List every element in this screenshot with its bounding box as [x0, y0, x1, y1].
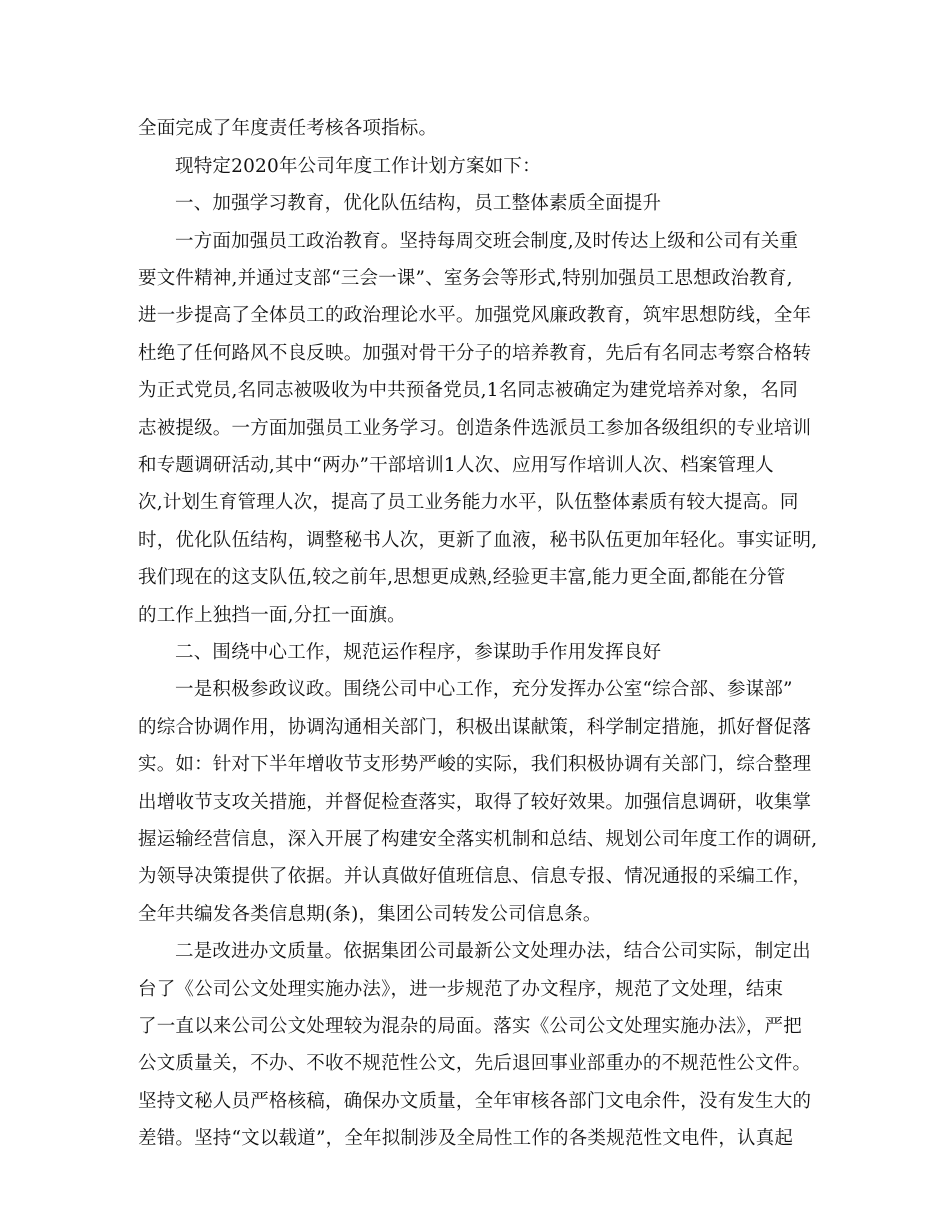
paragraph-line: 台了《公司公文处理实施办法》，进一步规范了办文程序，规范了文处理，结束 — [138, 979, 784, 1000]
paragraph-line: 现特定2020年公司年度工作计划方案如下： — [175, 156, 541, 177]
paragraph-line: 差错。坚持“文以载道”，全年拟制涉及全局性工作的各类规范性文电件，认真起 — [138, 1128, 794, 1149]
section-heading: 二、围绕中心工作，规范运作程序，参谋助手作用发挥良好 — [175, 642, 662, 663]
paragraph-line: 的工作上独挡一面,分扛一面旗。 — [138, 605, 406, 626]
paragraph-line: 坚持文秘人员严格核稿，确保办文质量，全年审核各部门文电余件，没有发生大的 — [138, 1091, 812, 1112]
paragraph-line: 的综合协调作用，协调沟通相关部门，积极出谋献策，科学制定措施，抓好督促落 — [138, 717, 812, 738]
paragraph-line: 一方面加强员工政治教育。坚持每周交班会制度,及时传达上级和公司有关重 — [175, 231, 799, 252]
paragraph-line: 握运输经营信息，深入开展了构建安全落实机制和总结、规划公司年度工作的调研, — [138, 829, 818, 850]
paragraph-line: 全年共编发各类信息期(条)，集团公司转发公司信息条。 — [138, 904, 602, 925]
paragraph-line: 实。如：针对下半年增收节支形势严峻的实际，我们积极协调有关部门，综合整理 — [138, 754, 812, 775]
section-heading: 一、加强学习教育，优化队伍结构，员工整体素质全面提升 — [175, 193, 662, 214]
paragraph-line: 出增收节支攻关措施，并督促检查落实，取得了较好效果。加强信息调研，收集掌 — [138, 792, 812, 813]
paragraph-line: 全面完成了年度责任考核各项指标。 — [138, 118, 438, 139]
paragraph-line: 志被提级。一方面加强员工业务学习。创造条件选派员工参加各级组织的专业培训 — [138, 418, 812, 439]
paragraph-line: 次,计划生育管理人次，提高了员工业务能力水平，队伍整体素质有较大提高。同 — [138, 492, 799, 513]
paragraph-line: 杜绝了任何路风不良反映。加强对骨干分子的培养教育，先后有名同志考察合格转 — [138, 343, 812, 364]
paragraph-line: 为领导决策提供了依据。并认真做好值班信息、信息专报、情况通报的采编工作， — [138, 866, 812, 887]
paragraph-line: 进一步提高了全体员工的政治理论水平。加强党风廉政教育，筑牢思想防线，全年 — [138, 305, 812, 326]
paragraph-line: 时，优化队伍结构，调整秘书人次，更新了血液，秘书队伍更加年轻化。事实证明, — [138, 530, 818, 551]
paragraph-line: 要文件精神,并通过支部“三会一课”、室务会等形式,特别加强员工思想政治教育, — [138, 268, 793, 289]
paragraph-line: 为正式党员,名同志被吸收为中共预备党员,1名同志被确定为建党培养对象，名同 — [138, 380, 798, 401]
paragraph-line: 一是积极参政议政。围绕公司中心工作，充分发挥办公室“综合部、参谋部” — [175, 679, 793, 700]
paragraph-line: 我们现在的这支队伍,较之前年,思想更成熟,经验更丰富,能力更全面,都能在分管 — [138, 567, 786, 588]
paragraph-line: 二是改进办文质量。依据集团公司最新公文处理办法，结合公司实际，制定出 — [175, 941, 811, 962]
paragraph-line: 公文质量关，不办、不收不规范性公文，先后退回事业部重办的不规范性公文件。 — [138, 1053, 812, 1074]
paragraph-line: 和专题调研活动,其中“两办”干部培训1人次、应用写作培训人次、档案管理人 — [138, 455, 774, 476]
paragraph-line: 了一直以来公司公文处理较为混杂的局面。落实《公司公文处理实施办法》，严把 — [138, 1016, 802, 1037]
